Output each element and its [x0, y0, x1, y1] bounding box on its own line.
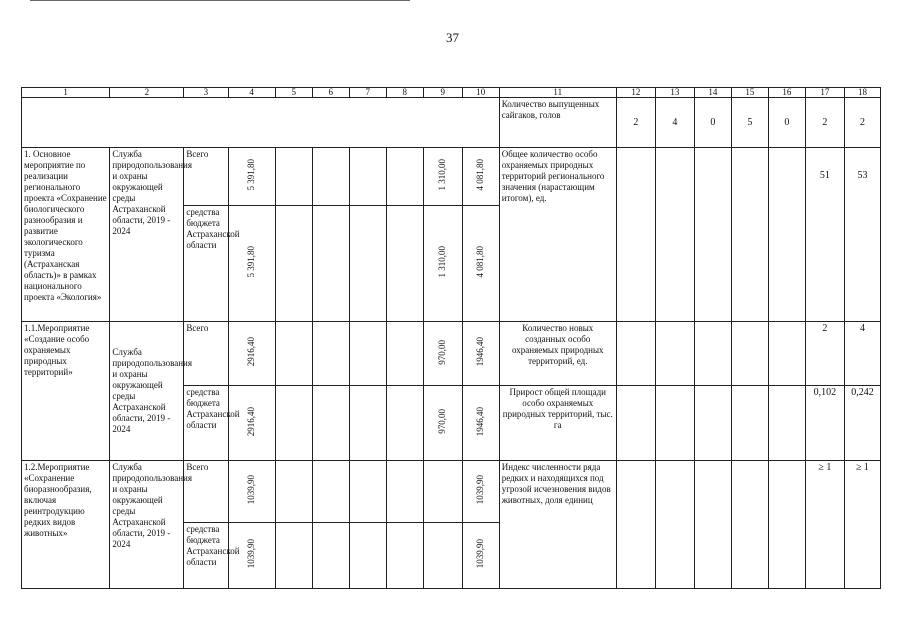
source-cell: средства бюджета Астраханской области [184, 523, 228, 589]
value-cell: 0 [694, 98, 731, 148]
executor-cell: Служба природопользования и охраны окружающей среды Астраханской области, 2019 - 2024 [110, 322, 184, 461]
amount-cell [462, 386, 499, 461]
amount-value: 1039,90 [246, 475, 257, 505]
col-num: 3 [184, 88, 228, 98]
value-cell: 4 [844, 322, 880, 386]
col-num: 18 [844, 88, 880, 98]
col-num: 6 [312, 88, 349, 98]
source-cell: средства бюджета Астраханской области [184, 386, 228, 461]
col-num: 4 [228, 88, 275, 98]
amount-cell [462, 206, 499, 322]
amount-value: 1 310,00 [437, 246, 448, 278]
page-number: 37 [446, 30, 459, 45]
indicator-cell: Количество выпущенных сайгаков, голов [499, 98, 616, 148]
col-num: 9 [423, 88, 462, 98]
col-num: 5 [275, 88, 312, 98]
source-cell: Всего [184, 322, 228, 386]
amount-value: 970,00 [437, 409, 448, 434]
amount-value: 2916,40 [246, 337, 257, 367]
amount-value: 4 081,80 [475, 246, 486, 278]
col-num: 1 [22, 88, 110, 98]
column-number-row [22, 88, 881, 98]
amount-cell [462, 322, 499, 386]
amount-cell [423, 322, 462, 386]
value-cell: 0 [768, 98, 805, 148]
col-num: 10 [462, 88, 499, 98]
amount-value: 1039,90 [475, 475, 486, 505]
amount-cell [228, 322, 275, 386]
value-cell: 53 [844, 148, 880, 322]
amount-value: 970,00 [437, 339, 448, 365]
col-num: 15 [731, 88, 768, 98]
col-num: 13 [655, 88, 694, 98]
amount-value: 1039,90 [475, 539, 486, 569]
amount-value: 5 391,80 [246, 246, 257, 278]
indicator-cell: Количество новых созданных особо охраняемых природных территорий, ед. [499, 322, 616, 386]
measure-cell: 1. Основное мероприятие по реализации регионального проекта «Сохранение биологического разнообразия и развитие экологического туризма (Астраханская область)» в рамках национального проекта «Экология» [22, 148, 110, 322]
source-cell: Всего [184, 461, 228, 523]
value-cell: 5 [731, 98, 768, 148]
amount-value: 1946,40 [475, 337, 486, 367]
amount-value: 1 310,00 [437, 159, 448, 191]
table-row [22, 98, 881, 148]
indicator-cell: Общее количество особо охраняемых природных территорий регионального значения (нарастающим итогом), ед. [499, 148, 616, 322]
amount-cell [462, 461, 499, 523]
value-cell: ≥ 1 [805, 461, 844, 589]
col-num: 8 [386, 88, 423, 98]
indicator-cell: Прирост общей площади особо охраняемых природных территорий, тыс. га [499, 386, 616, 461]
table-row [22, 148, 881, 206]
amount-value: 1946,40 [475, 406, 486, 437]
amount-cell [228, 148, 275, 206]
amount-cell [228, 206, 275, 322]
amount-value: 1039,90 [246, 539, 257, 569]
col-num: 17 [805, 88, 844, 98]
amount-value: 2916,40 [246, 406, 257, 437]
col-num: 7 [349, 88, 386, 98]
empty-merged-cell [22, 98, 500, 148]
source-cell: Всего [184, 148, 228, 206]
value-cell: 51 [805, 148, 844, 322]
amount-value: 4 081,80 [475, 159, 486, 191]
source-cell: средства бюджета Астраханской области [184, 206, 228, 322]
indicator-cell: Индекс численности ряда редких и находящихся под угрозой исчезновения видов животных, доля единиц [499, 461, 616, 589]
amount-cell [462, 148, 499, 206]
value-cell: ≥ 1 [844, 461, 880, 589]
program-table [21, 87, 881, 589]
value-cell: 2 [844, 98, 880, 148]
table-row [22, 461, 881, 523]
col-num: 2 [110, 88, 184, 98]
value-cell: 0,242 [844, 386, 880, 461]
measure-cell: 1.1.Мероприятие «Создание особо охраняемых природных территорий» [22, 322, 110, 461]
executor-cell: Служба природопользования и охраны окружающей среды Астраханской области, 2019 - 2024 [110, 461, 184, 589]
amount-cell [423, 148, 462, 206]
table-row [22, 322, 881, 386]
measure-cell: 1.2.Мероприятие «Сохранение биоразнообразия, включая реинтродукцию редких видов животных» [22, 461, 110, 589]
col-num: 16 [768, 88, 805, 98]
value-cell: 4 [655, 98, 694, 148]
amount-cell [423, 206, 462, 322]
top-rule [30, 0, 410, 1]
amount-cell [423, 386, 462, 461]
col-num: 14 [694, 88, 731, 98]
amount-cell [228, 461, 275, 523]
value-cell: 2 [616, 98, 655, 148]
col-num: 11 [499, 88, 616, 98]
value-cell: 2 [805, 98, 844, 148]
executor-cell: Служба природопользования и охраны окружающей среды Астраханской области, 2019 - 2024 [110, 148, 184, 322]
value-cell: 2 [805, 322, 844, 386]
col-num: 12 [616, 88, 655, 98]
value-cell: 0,102 [805, 386, 844, 461]
amount-cell [228, 386, 275, 461]
amount-cell [462, 523, 499, 589]
amount-value: 5 391,80 [246, 159, 257, 191]
